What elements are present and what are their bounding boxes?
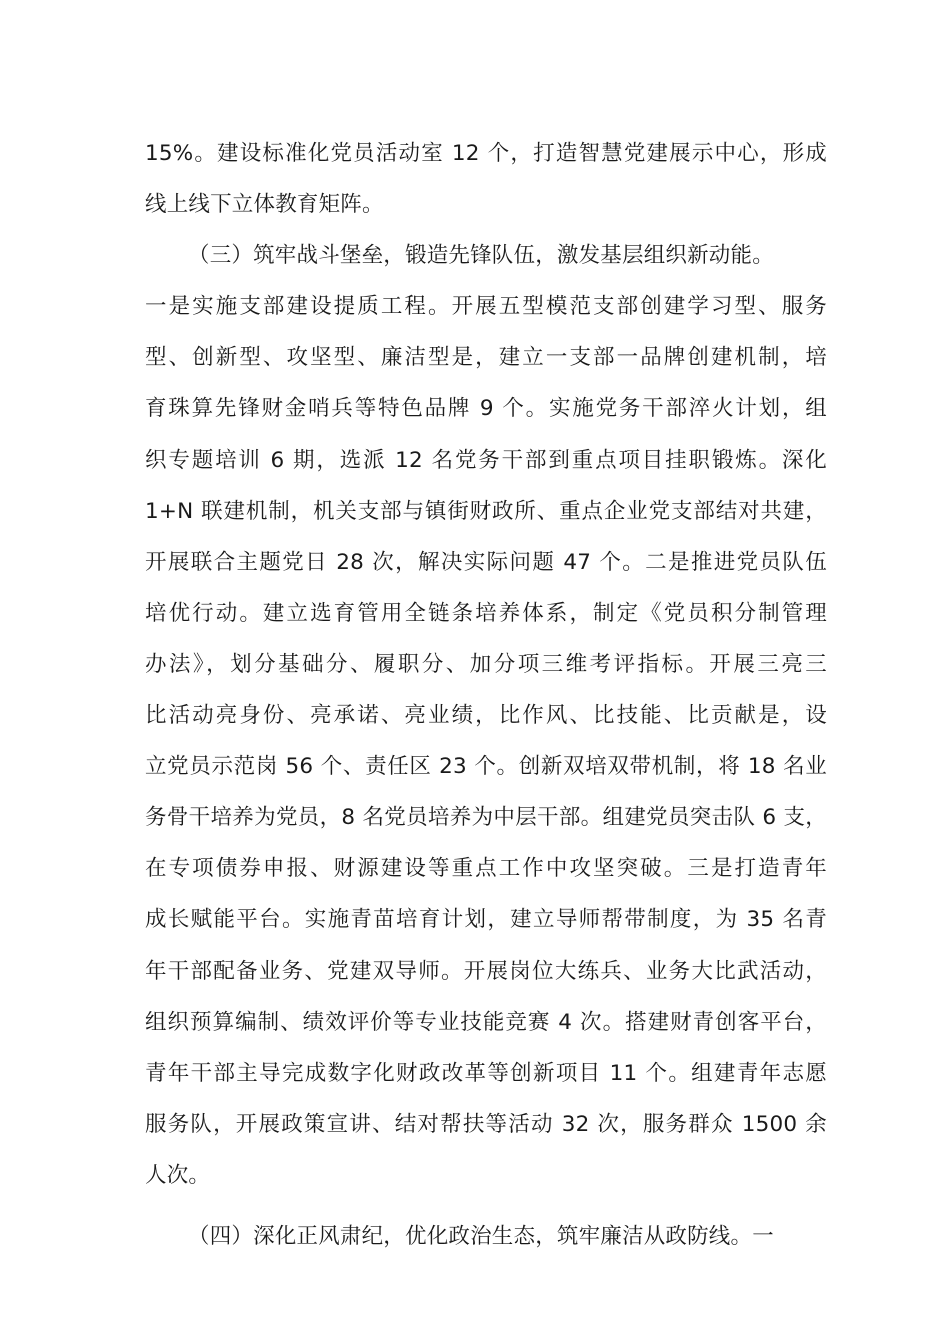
text-line: 成长赋能平台。实施青苗培育计划，建立导师帮带制度，为 35 名青 [145, 907, 827, 933]
text-line: 人次。 [145, 1162, 211, 1188]
text-line: 立党员示范岗 56 个、责任区 23 个。创新双培双带机制，将 18 名业 [145, 754, 827, 780]
text-line: 型、创新型、攻坚型、廉洁型是，建立一支部一品牌创建机制，培 [145, 345, 827, 371]
paragraph [145, 128, 827, 230]
text-line: 在专项债券申报、财源建设等重点工作中攻坚突破。三是打造青年 [145, 856, 827, 882]
body-text [145, 128, 827, 1262]
section-heading-line: （四）深化正风肃纪，优化政治生态，筑牢廉洁从政防线。一 [188, 1223, 774, 1249]
text-line: 青年干部主导完成数字化财政改革等创新项目 11 个。组建青年志愿 [145, 1060, 827, 1086]
text-line: 办法》，划分基础分、履职分、加分项三维考评指标。开展三亮三 [145, 651, 827, 677]
text-line: 服务队，开展政策宣讲、结对帮扶等活动 32 次，服务群众 1500 余 [145, 1111, 827, 1137]
text-line: 一是实施支部建设提质工程。开展五型模范支部创建学习型、服务 [145, 294, 827, 320]
paragraph [145, 1211, 827, 1262]
text-line: 年干部配备业务、党建双导师。开展岗位大练兵、业务大比武活动， [145, 958, 827, 984]
section-heading-line: （三）筑牢战斗堡垒，锻造先锋队伍，激发基层组织新动能。 [188, 243, 774, 269]
text-line: 线上线下立体教育矩阵。 [145, 192, 384, 218]
text-line: 育珠算先锋财金哨兵等特色品牌 9 个。实施党务干部淬火计划，组 [145, 396, 827, 422]
paragraph [145, 230, 827, 1201]
text-line: 比活动亮身份、亮承诺、亮业绩，比作风、比技能、比贡献是，设 [145, 703, 827, 729]
text-line: 组织预算编制、绩效评价等专业技能竞赛 4 次。搭建财青创客平台， [145, 1009, 827, 1035]
text-line: 开展联合主题党日 28 次，解决实际问题 47 个。二是推进党员队伍 [145, 549, 827, 575]
text-line: 织专题培训 6 期，选派 12 名党务干部到重点项目挂职锻炼。深化 [145, 447, 827, 473]
text-line: 1+N 联建机制，机关支部与镇街财政所、重点企业党支部结对共建， [145, 498, 827, 524]
text-line: 务骨干培养为党员，8 名党员培养为中层干部。组建党员突击队 6 支， [145, 805, 827, 831]
text-line: 培优行动。建立选育管用全链条培养体系，制定《党员积分制管理 [145, 600, 827, 626]
text-line: 15%。建设标准化党员活动室 12 个，打造智慧党建展示中心，形成 [145, 141, 827, 166]
paragraph-spacer [145, 1201, 827, 1211]
